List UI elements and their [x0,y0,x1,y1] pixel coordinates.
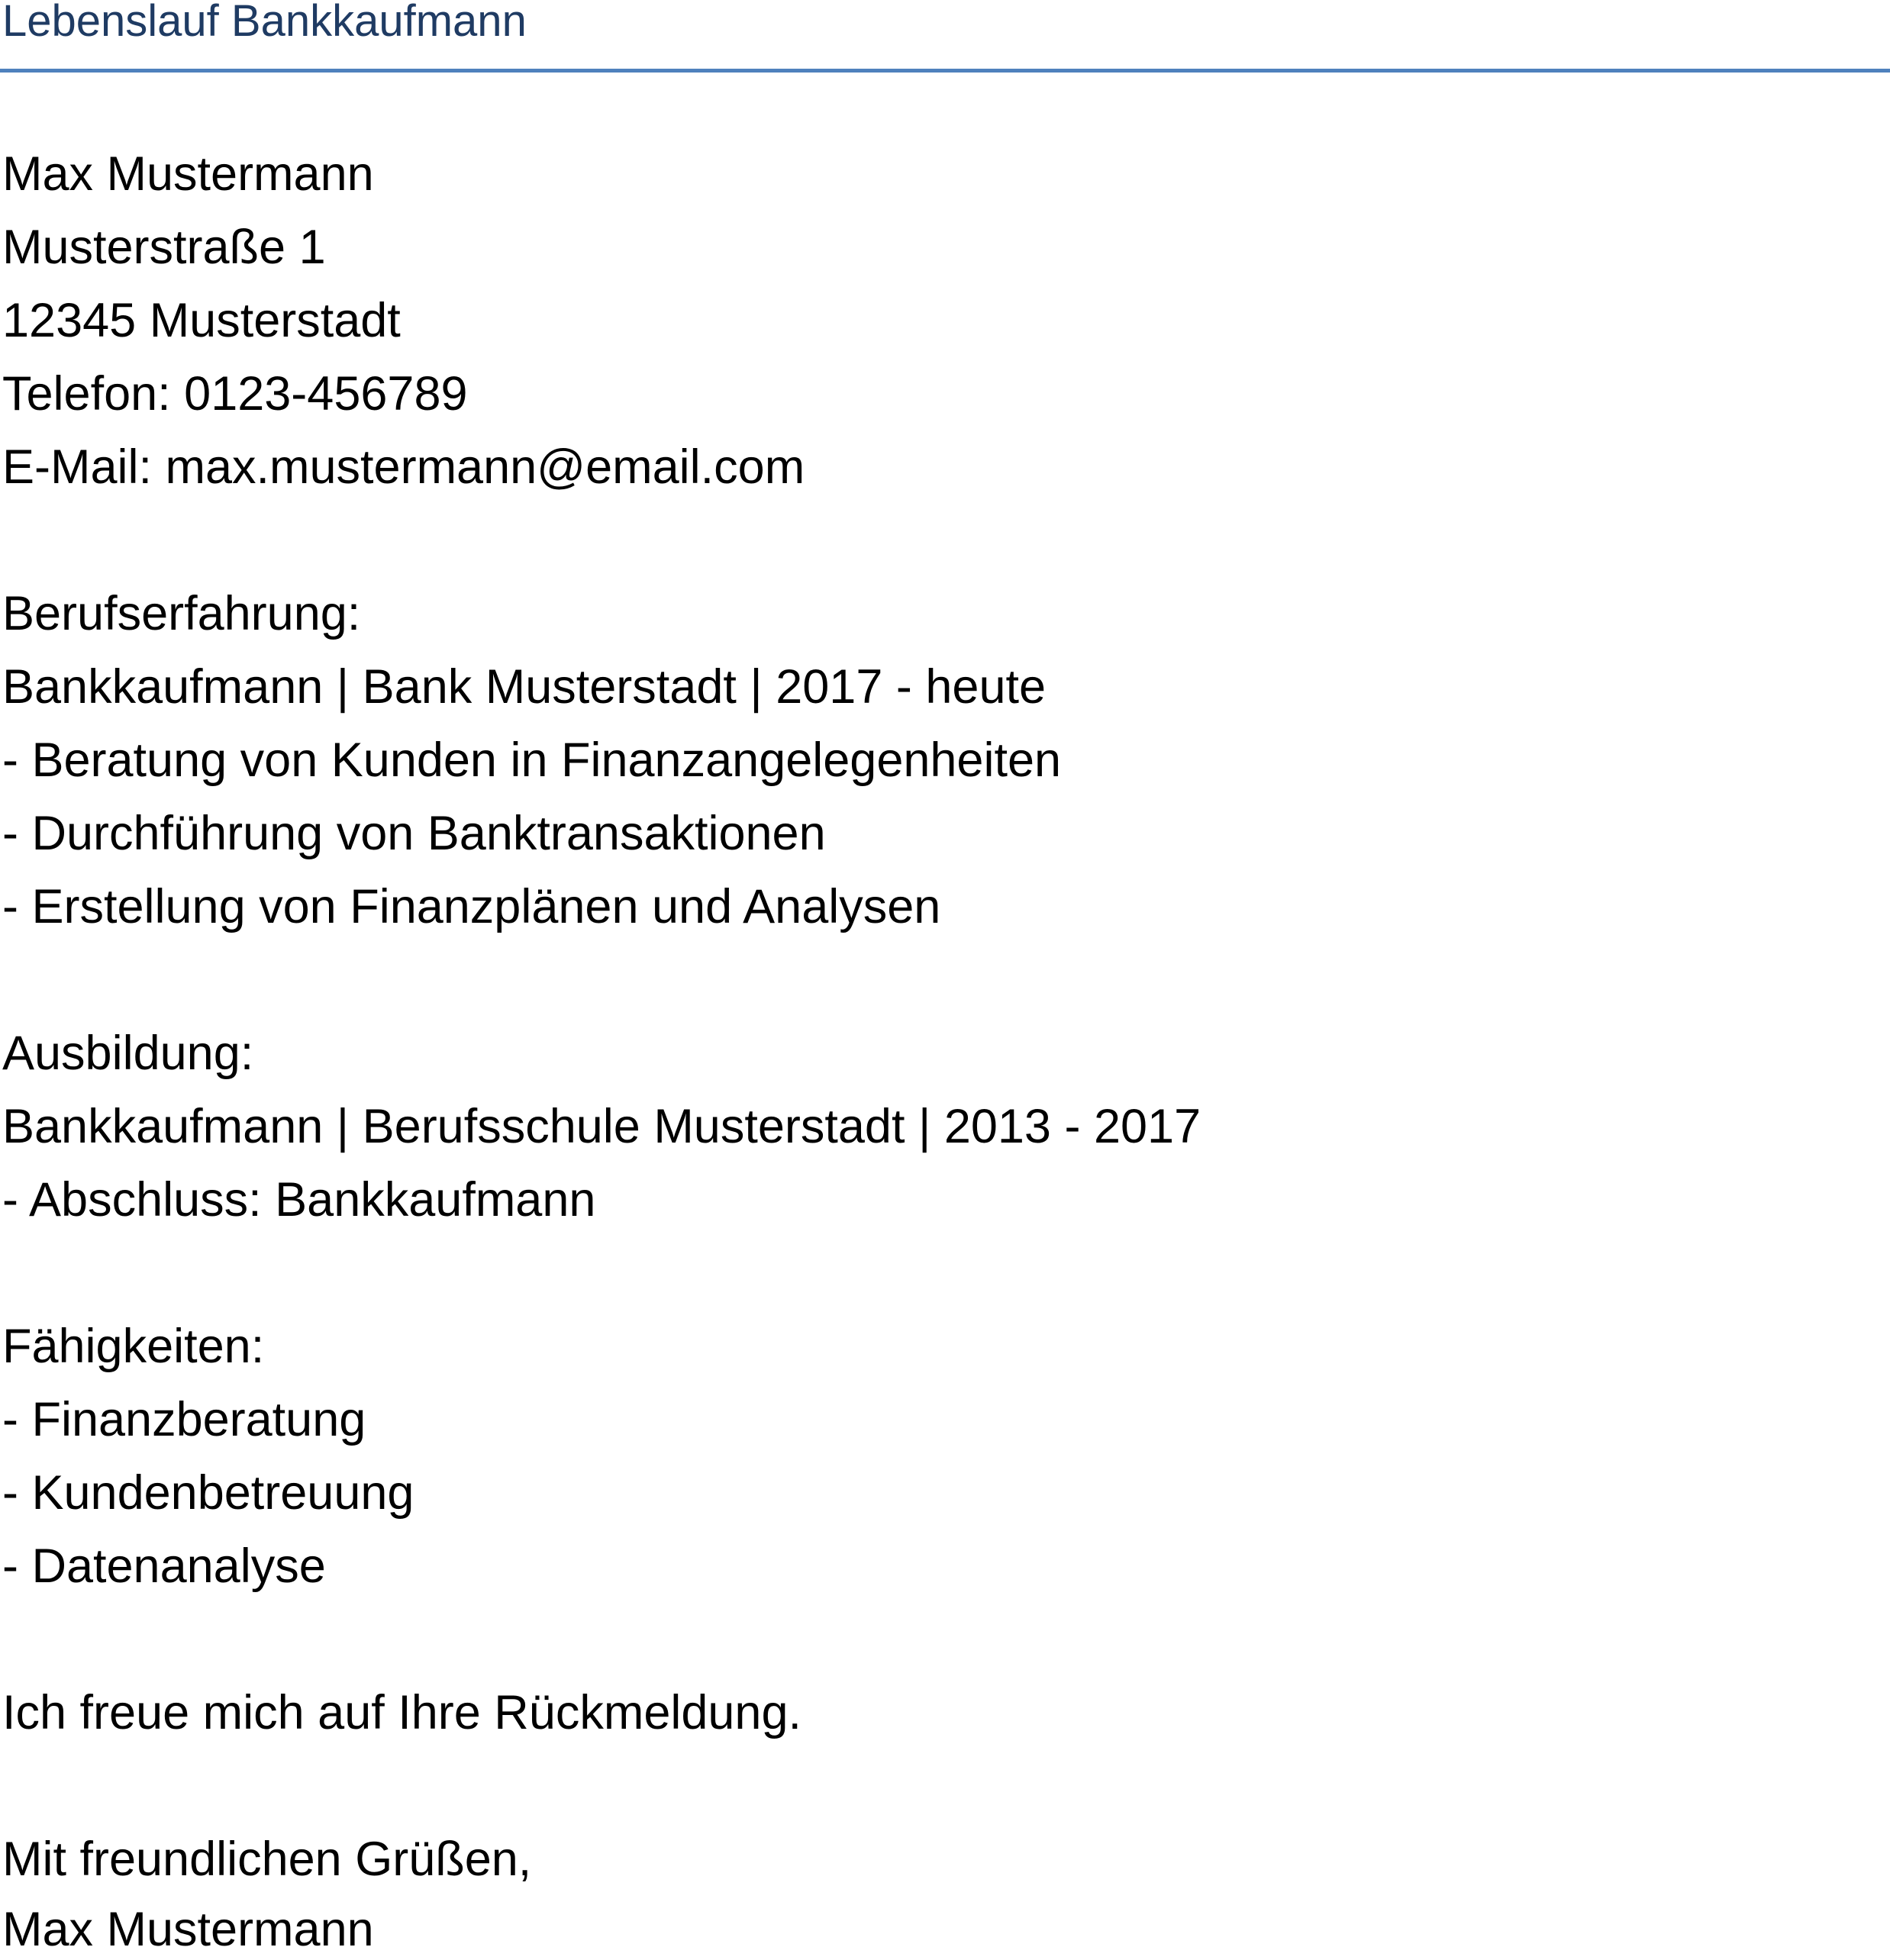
education-heading: Ausbildung: [2,1027,254,1080]
experience-item: - Beratung von Kunden in Finanzangelegenheiten [2,733,1062,787]
experience-item: - Erstellung von Finanzplänen und Analysen [2,880,941,933]
experience-heading: Berufserfahrung: [2,587,361,640]
contact-name: Max Mustermann [2,147,374,201]
signature-name: Max Mustermann [2,1903,374,1956]
skills-item: - Datenanalyse [2,1539,326,1593]
experience-item: - Durchführung von Banktransaktionen [2,807,826,860]
contact-email: E-Mail: max.mustermann@email.com [2,440,805,494]
skills-heading: Fähigkeiten: [2,1320,265,1373]
contact-city: 12345 Musterstadt [2,294,401,347]
skills-item: - Finanzberatung [2,1393,366,1446]
contact-phone: Telefon: 0123-456789 [2,367,468,421]
title-divider [0,69,1890,73]
contact-street: Musterstraße 1 [2,221,326,274]
closing-greeting: Mit freundlichen Grüßen, [2,1833,532,1886]
education-entry: Bankkaufmann | Berufsschule Musterstadt | 2013 - 2017 [2,1100,1201,1153]
document-title: Lebenslauf Bankkaufmann [2,0,527,46]
experience-entry: Bankkaufmann | Bank Musterstadt | 2017 - heute [2,660,1047,714]
skills-item: - Kundenbetreuung [2,1466,414,1520]
closing-text: Ich freue mich auf Ihre Rückmeldung. [2,1686,802,1739]
education-item: - Abschluss: Bankkaufmann [2,1173,596,1227]
